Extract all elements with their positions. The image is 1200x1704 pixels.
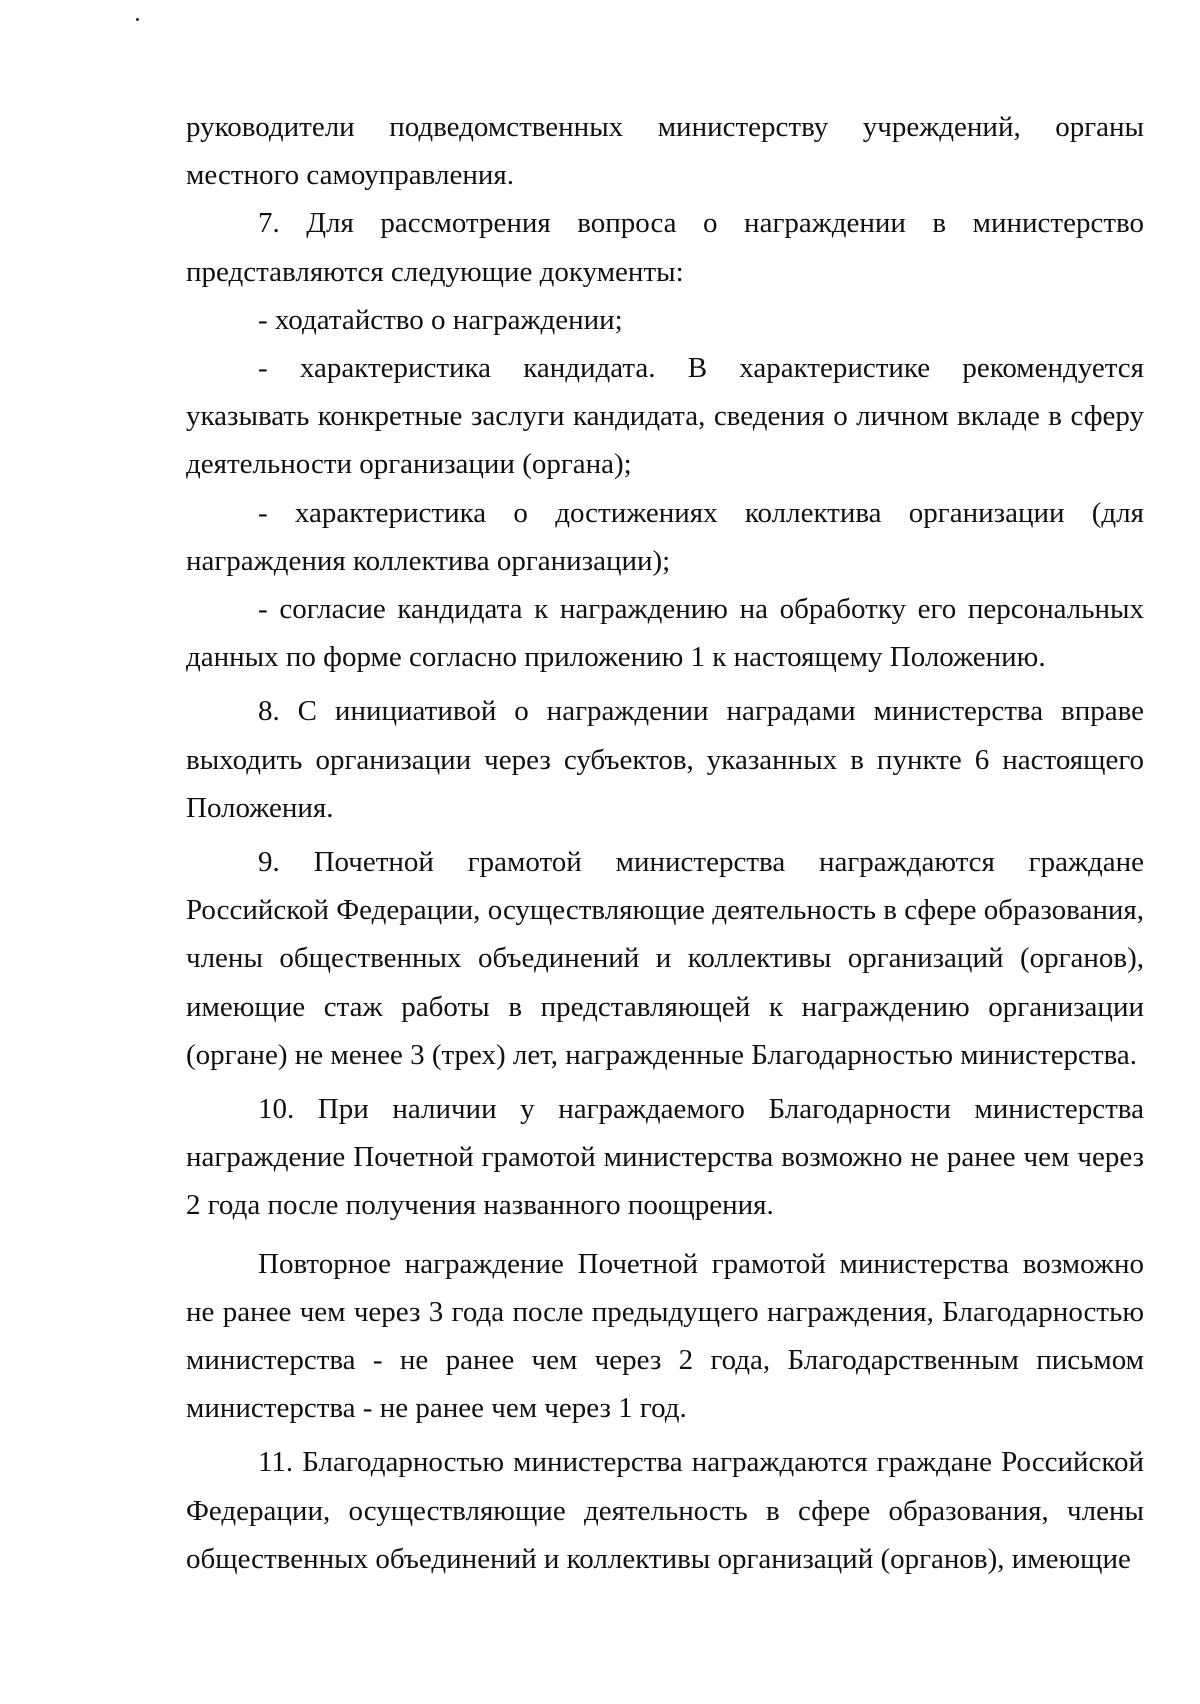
- paragraph-item-7: 7. Для рассмотрения вопроса о награждении в министерство представляются следующие документы:: [186, 207, 1144, 288]
- paragraph-continuation: руководители подведомственных министерству учреждений, органы местного самоуправления.: [186, 111, 1144, 192]
- paragraph-item-8: 8. С инициативой о награждении наградами министерства вправе выходить организации через субъектов, указанных в пункте 6 настоящего Положения.: [186, 695, 1144, 824]
- paragraph-item-10: 10. При наличии у награждаемого Благодарности министерства награждение Почетной грамотой министерства возможно не ранее чем через 2 года после получения названного поощрения.: [186, 1093, 1144, 1222]
- list-item-collective-reference: - характеристика о достижениях коллектива организации (для награждения коллектива организации);: [186, 496, 1144, 577]
- list-item-petition: - ходатайство о награждении;: [258, 303, 623, 336]
- scan-speck: [136, 18, 139, 21]
- paragraph-item-9: 9. Почетной грамотой министерства награждаются граждане Российской Федерации, осуществляющие деятельность в сфере образования, члены общественных объединений и коллективы организаций (органов), имеющие стаж работы в представляющей к награждению организации (органе) не менее 3 (трех) лет, награжденные Благодарностью министерства.: [186, 846, 1144, 1071]
- list-item-consent: - согласие кандидата к награждению на обработку его персональных данных по форме согласно приложению 1 к настоящему Положению.: [186, 593, 1144, 674]
- list-item-candidate-reference: - характеристика кандидата. В характеристике рекомендуется указывать конкретные заслуги кандидата, сведения о личном вкладе в сферу деятельности организации (органа);: [186, 352, 1144, 481]
- document-body: [186, 103, 1144, 1583]
- paragraph-repeat-award: Повторное награждение Почетной грамотой министерства возможно не ранее чем через 3 года после предыдущего награждения, Благодарностью министерства - не ранее чем через 2 года, Благодарственным письмом министерства - не ранее чем через 1 год.: [186, 1247, 1144, 1425]
- paragraph-item-11: 11. Благодарностью министерства награждаются граждане Российской Федерации, осуществляющие деятельность в сфере образования, члены общественных объединений и коллективы организаций (органов), имеющие: [186, 1446, 1144, 1575]
